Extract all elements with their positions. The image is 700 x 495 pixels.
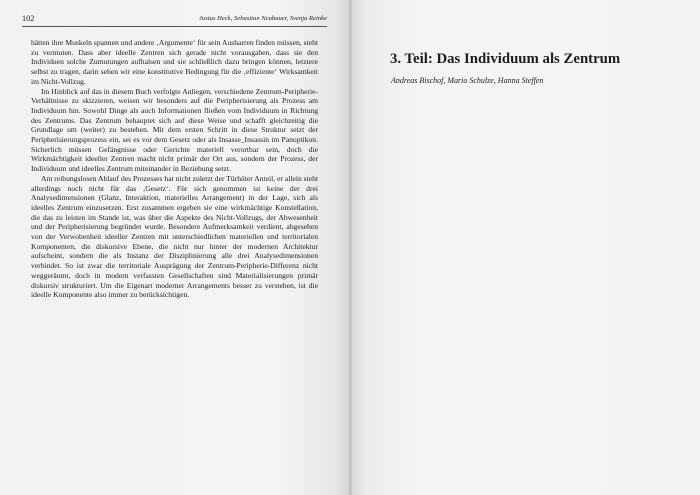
- left-page: [0, 0, 349, 495]
- body-text: [31, 38, 318, 300]
- paragraph: Im Hinblick auf das in diesem Buch verfolgte Anliegen, verschiedene Zentrum-Peripherie-Verhältnisse zu skizzieren, weisen wir besonders auf die Peripherisierung als Prozess am Individuum hin. Sowohl Dinge als auch Informationen fließen vom Individuum in Richtung des Zentrums. Das Zentrum behauptet sich auf diese Weise und schafft gleichzeitig die Grundlage um (weiter) zu bestehen. Mit dem ersten Schritt in diese Struktur setzt der Peripherisierungsprozess ein, sei es vor dem Gesetz oder als Insasse_Insassin im Panoptikon. Sicherlich müssen Gefängnisse oder Gerichte materiell verortbar sein, doch die Wirkmächtigkeit ideeller Zentren macht nicht primär der Ort aus, sondern der Prozess, der Individuum und ideelles Zentrum miteinander in Beziehung setzt.: [31, 86, 318, 174]
- part-title: 3. Teil: Das Individuum als Zentrum: [390, 51, 621, 67]
- right-page: [352, 0, 700, 495]
- part-authors: Andreas Bischof, Mario Schulze, Hanna Steffen: [391, 76, 544, 85]
- paragraph: Am reibungslosen Ablauf des Prozesses hat nicht zuletzt der Türhüter Anteil, er allein steht allerdings noch nicht für das ‚Gesetz‘. Für sich genommen ist keine der drei Analysedimensionen (Glanz, Interaktion, materielles Arrangement) in der Lage, sich als ideelles Zentrum einzusetzen. Erst zusammen ergeben sie eine wirkmächtige Konstellation, die das zu leisten im Stande ist, was über die Aspekte des Nicht-Vollzugs, der Abwesenheit und der Peripherisierung begründet wurde. Besondere Aufmerksamkeit verdient, abgesehen von der Verwobenheit ideeller Zentren mit unterschiedlichen materiellen und territorialen Komponenten, die diskursive Ebene, die nicht nur hinter der modernen Architektur aufscheint, sondern die als Instanz der Disziplinierung alle drei Analysedimensionen verbindet. So ist zwar die territoriale Ausprägung der Zentrum-Peripherie-Differenz nicht weggeräumt, doch in modern verfassten Gesellschaften sind Materialisierungen primär diskursiv strukturiert. Um die Eigenart moderner Arrangements besser zu verstehen, ist die ideelle Komponente also immer zu berücksichtigen.: [31, 173, 318, 300]
- running-head: [22, 14, 327, 27]
- page-number: 102: [22, 14, 35, 23]
- running-head-authors: Justus Heck, Sebastian Neubauer, Svenja Reinke: [199, 15, 327, 22]
- paragraph: hätten ihre Muskeln spannen und andere ‚Argumente‘ für sein Ausharren finden müssen, steht zu vermuten. Dass aber ideelle Zentren sich gerade nicht vorausgaben, dass sie den Individuen solche Zumutungen aufhalsen und sie schließlich dazu bringen können, letztere selbst zu tragen, darin sehen wir eine konstitutive Bedingung für die ‚effizienteʻ Wirksamkeit im Nicht-Vollzug.: [31, 38, 318, 86]
